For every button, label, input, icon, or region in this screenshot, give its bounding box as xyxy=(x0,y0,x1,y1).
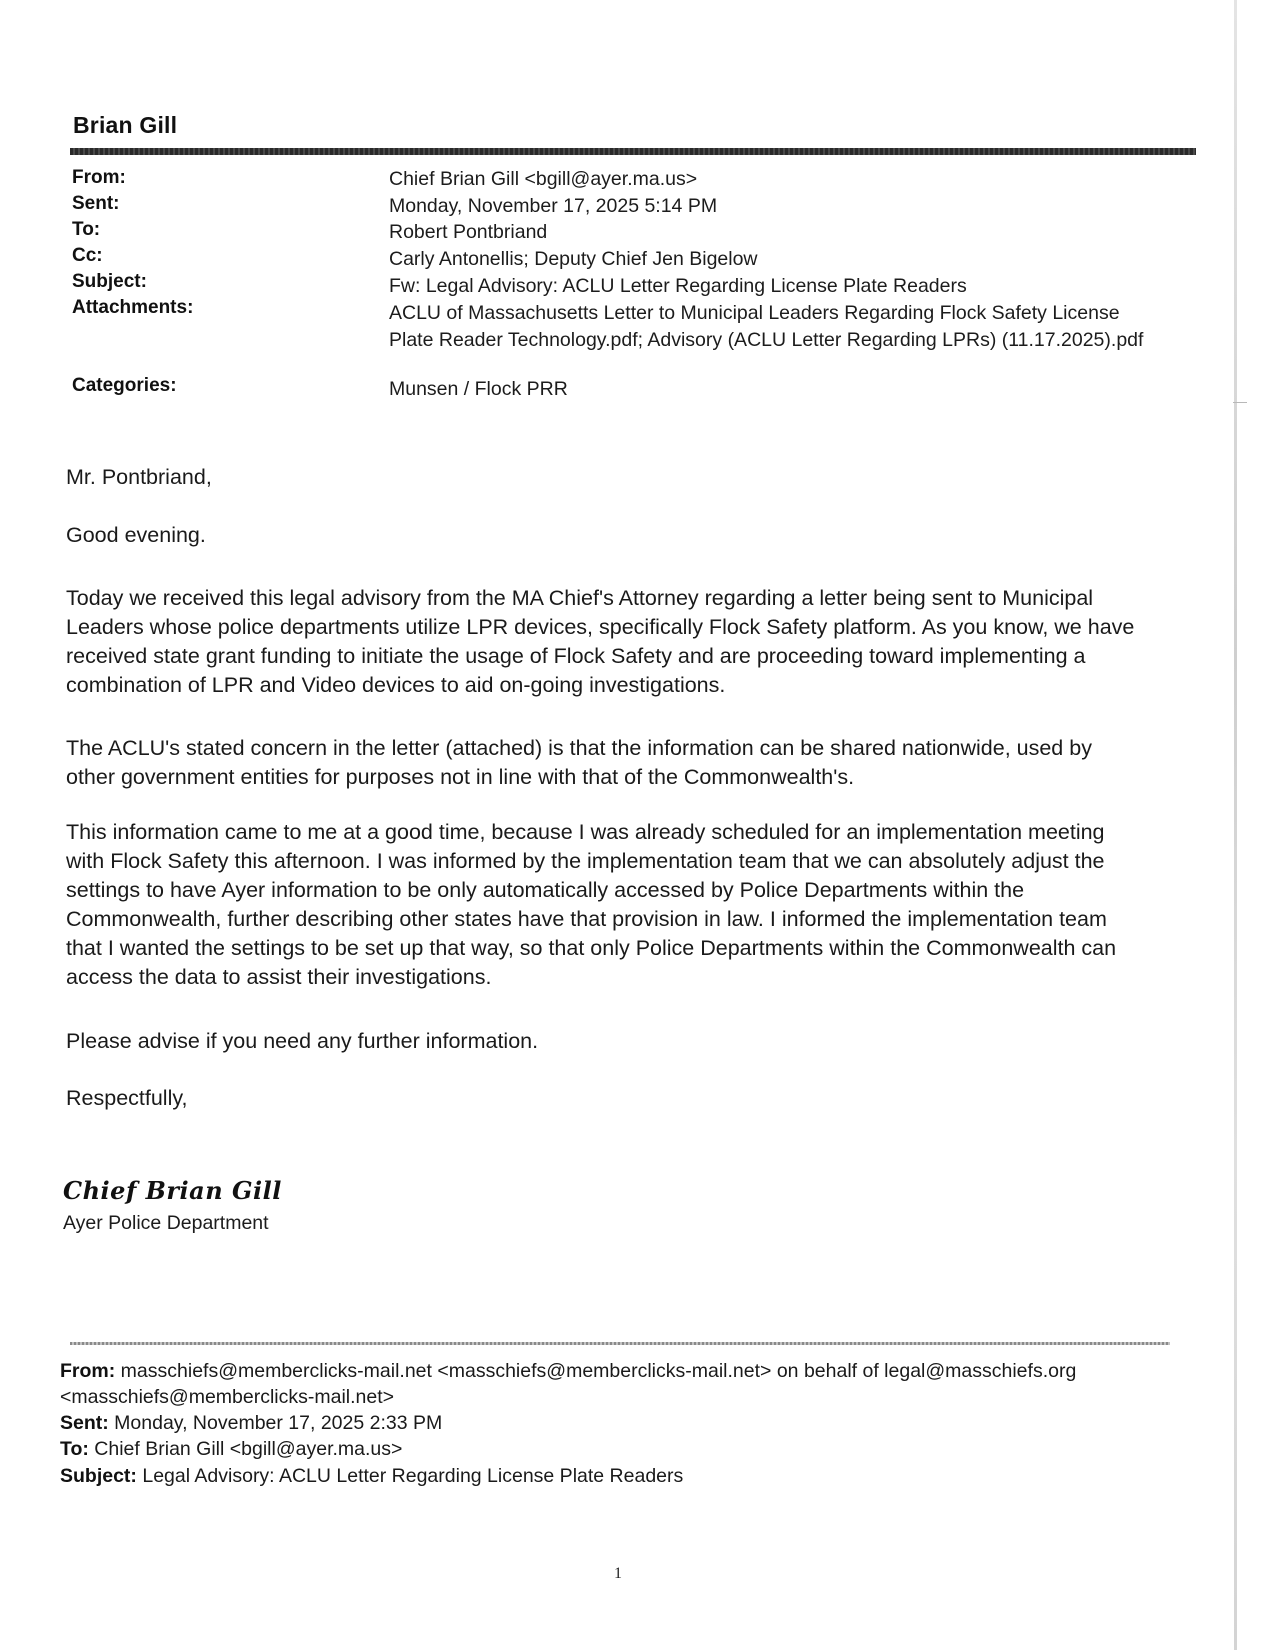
to-label: To: xyxy=(72,219,101,240)
forwarded-from-label: From: xyxy=(60,1360,116,1382)
cc-value: Carly Antonellis; Deputy Chief Jen Bigelow xyxy=(389,248,758,270)
salutation: Mr. Pontbriand, xyxy=(66,465,212,489)
scan-edge xyxy=(1234,0,1237,1650)
forwarded-to xyxy=(60,1436,1190,1462)
body-paragraph-2: The ACLU's stated concern in the letter (attached) is that the information can be shared nationwide, used by other government entities for purposes not in line with that of the Commonwealth's. xyxy=(66,736,1092,789)
forwarded-subject xyxy=(60,1463,1190,1489)
cc-label: Cc: xyxy=(72,245,103,266)
forwarded-subject-label: Subject: xyxy=(60,1465,137,1487)
signature-department: Ayer Police Department xyxy=(63,1212,269,1234)
forwarded-sent-value: Monday, November 17, 2025 2:33 PM xyxy=(114,1412,443,1434)
forwarded-from xyxy=(60,1358,1190,1384)
sent-label: Sent: xyxy=(72,193,120,214)
attachments-label: Attachments: xyxy=(72,297,194,318)
subject-label: Subject: xyxy=(72,271,147,292)
mailbox-owner-name: Brian Gill xyxy=(73,112,178,138)
body-paragraph-1: Today we received this legal advisory from the MA Chief's Attorney regarding a letter being sent to Municipal Leaders whose police departments utilize LPR devices, specifically Flock Safety platform. As you know, we have received state grant funding to initiate the usage of Flock Safety and are proceeding toward implementing a combination of LPR and Video devices to aid on-going investigations. xyxy=(66,586,1135,697)
forwarded-sent xyxy=(60,1410,1190,1436)
signature: Chief Brian Gill xyxy=(63,1176,282,1205)
from-label: From: xyxy=(72,167,126,188)
from-value: Chief Brian Gill <bgill@ayer.ma.us> xyxy=(389,168,698,190)
scan-mark xyxy=(1233,402,1247,403)
to-value: Robert Pontbriand xyxy=(389,221,548,243)
forwarded-subject-value: Legal Advisory: ACLU Letter Regarding License Plate Readers xyxy=(142,1465,684,1487)
forwarded-from-cont: <masschiefs@memberclicks-mail.net> xyxy=(60,1386,395,1408)
categories-label: Categories: xyxy=(72,375,177,396)
forwarded-divider xyxy=(70,1342,1170,1345)
body-paragraph-3: This information came to me at a good time, because I was already scheduled for an implementation meeting with Flock Safety this afternoon. I was informed by the implementation team that we can absolutely adjust the settings to have Ayer information to be only automatically accessed by Police Departments within the Commonwealth, further describing other states have that provision in law. I informed the implementation team that I wanted the settings to be set up that way, so that only Police Departments within the Commonwealth can access the data to assist their investigations. xyxy=(66,820,1117,989)
categories-value: Munsen / Flock PRR xyxy=(389,378,568,400)
sent-value: Monday, November 17, 2025 5:14 PM xyxy=(389,195,718,217)
sign-off: Respectfully, xyxy=(66,1086,188,1110)
subject-value: Fw: Legal Advisory: ACLU Letter Regarding License Plate Readers xyxy=(389,275,967,297)
attachments-value: ACLU of Massachusetts Letter to Municipal Leaders Regarding Flock Safety License Plate Reader Technology.pdf; Advisory (ACLU Letter Regarding LPRs) (11.17.2025).pdf xyxy=(389,302,1144,351)
header-divider xyxy=(70,148,1196,155)
forwarded-to-label: To: xyxy=(60,1438,89,1460)
forwarded-from-value: masschiefs@memberclicks-mail.net <masschiefs@memberclicks-mail.net> on behalf of legal@masschiefs.org xyxy=(120,1360,1077,1382)
forwarded-sent-label: Sent: xyxy=(60,1412,109,1434)
page-number: 1 xyxy=(614,1565,622,1582)
closing-request: Please advise if you need any further information. xyxy=(66,1029,539,1053)
greeting: Good evening. xyxy=(66,523,206,547)
forwarded-to-value: Chief Brian Gill <bgill@ayer.ma.us> xyxy=(94,1438,403,1460)
